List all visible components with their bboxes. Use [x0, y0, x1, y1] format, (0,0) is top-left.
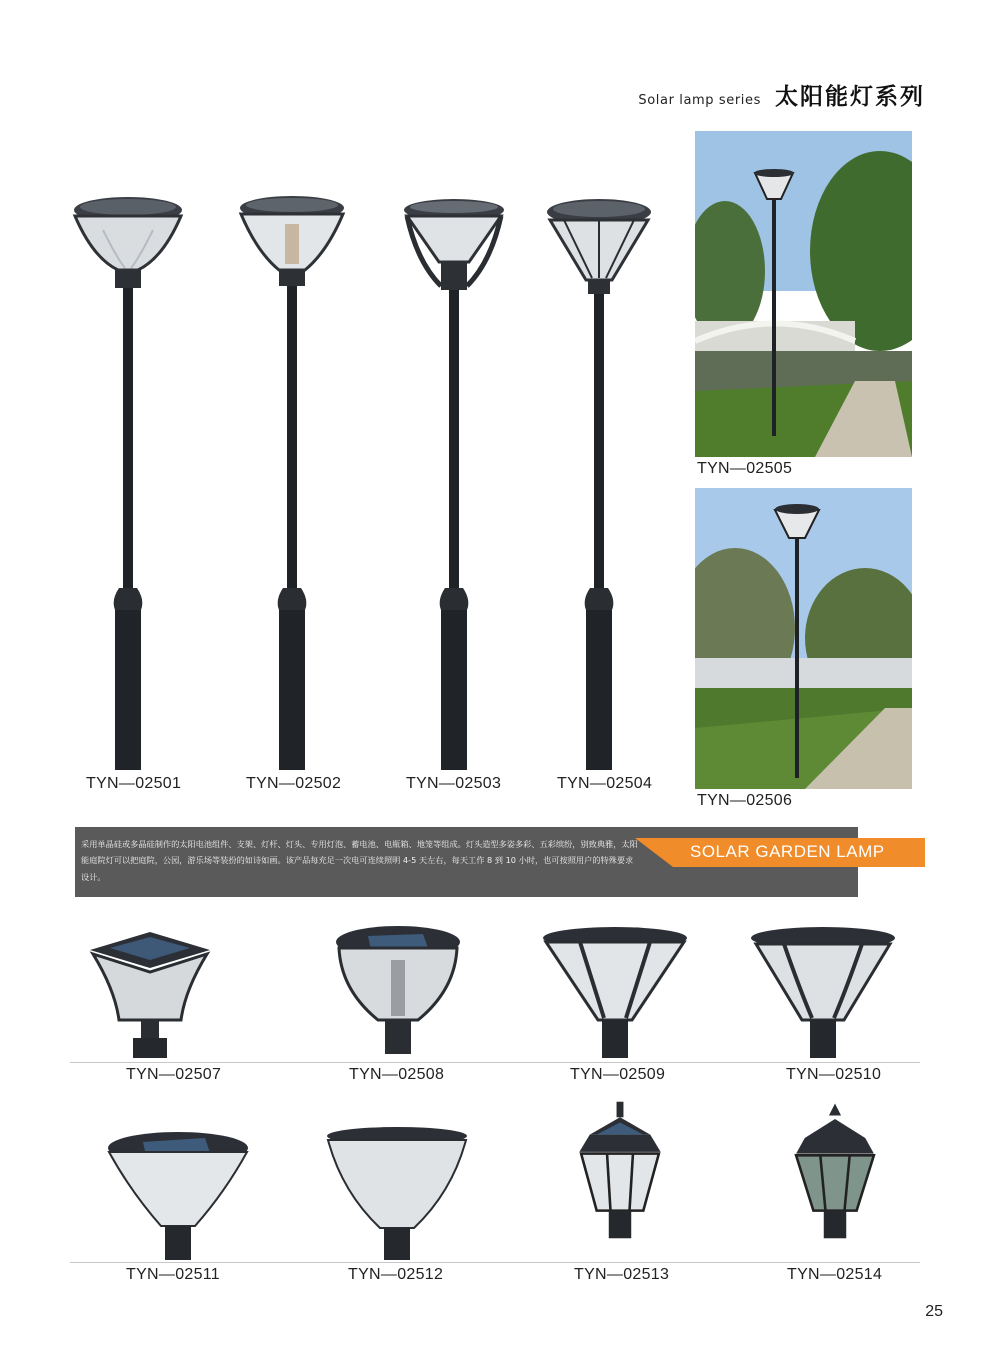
badge-title: SOLAR GARDEN LAMP — [690, 842, 885, 861]
page-header — [638, 78, 925, 111]
lamp-head-model: TYN—02513 — [574, 1266, 670, 1283]
pole-lamp-model: TYN—02503 — [406, 775, 502, 792]
photo-model: TYN—02506 — [697, 792, 793, 809]
solar-garden-lamp-badge — [635, 838, 925, 867]
pole-lamp-model: TYN—02501 — [86, 775, 182, 792]
photo-model: TYN—02505 — [697, 460, 793, 477]
pole-lamp-image — [227, 190, 357, 770]
lamp-head-bell — [748, 920, 898, 1060]
lamp-head-model: TYN—02514 — [787, 1266, 883, 1283]
lamp-head-green-lantern — [760, 1100, 910, 1240]
pole-lamp-model: TYN—02504 — [557, 775, 653, 792]
lamp-head-cone — [540, 920, 690, 1060]
pole-lamp-model: TYN—02502 — [246, 775, 342, 792]
row-divider — [70, 1062, 920, 1063]
lamp-head-model: TYN—02510 — [786, 1066, 882, 1083]
pole-lamp-image — [63, 190, 193, 770]
series-title-en: Solar lamp series — [638, 93, 761, 108]
page-number: 25 — [925, 1303, 943, 1320]
lamp-head-model: TYN—02508 — [349, 1066, 445, 1083]
lamp-head-round-solar — [323, 920, 473, 1060]
lamp-head-flat-solar — [103, 1122, 253, 1262]
pole-lamp-image — [534, 190, 664, 770]
lamp-head-square — [75, 920, 225, 1060]
lamp-head-model: TYN—02512 — [348, 1266, 444, 1283]
lamp-head-model: TYN—02511 — [126, 1266, 221, 1283]
pole-lamp-image — [389, 190, 519, 770]
lamp-photo-garden-path — [695, 488, 912, 789]
row-divider — [70, 1262, 920, 1263]
series-title-cn: 太阳能灯系列 — [775, 83, 925, 110]
lamp-head-lantern — [545, 1100, 695, 1240]
lamp-head-model: TYN—02509 — [570, 1066, 666, 1083]
product-description: 采用单晶硅或多晶硅制作的太阳电池组件、支架、灯杆、灯头、专用灯泡、蓄电池、电瓶箱、地笼等组成。灯头造型多姿多彩、五彩缤纷，别致典雅，太阳能庭院灯可以把庭院，公园，游乐场等装扮的如诗如画。该产品每充足一次电可连续照明 4-5 天左右，每天工作 8 到 10 小时，也可按照用户的特殊要求设计。 — [81, 839, 638, 882]
lamp-head-wide-cone — [322, 1122, 472, 1262]
lamp-head-model: TYN—02507 — [126, 1066, 222, 1083]
lamp-photo-park-bridge — [695, 131, 912, 457]
